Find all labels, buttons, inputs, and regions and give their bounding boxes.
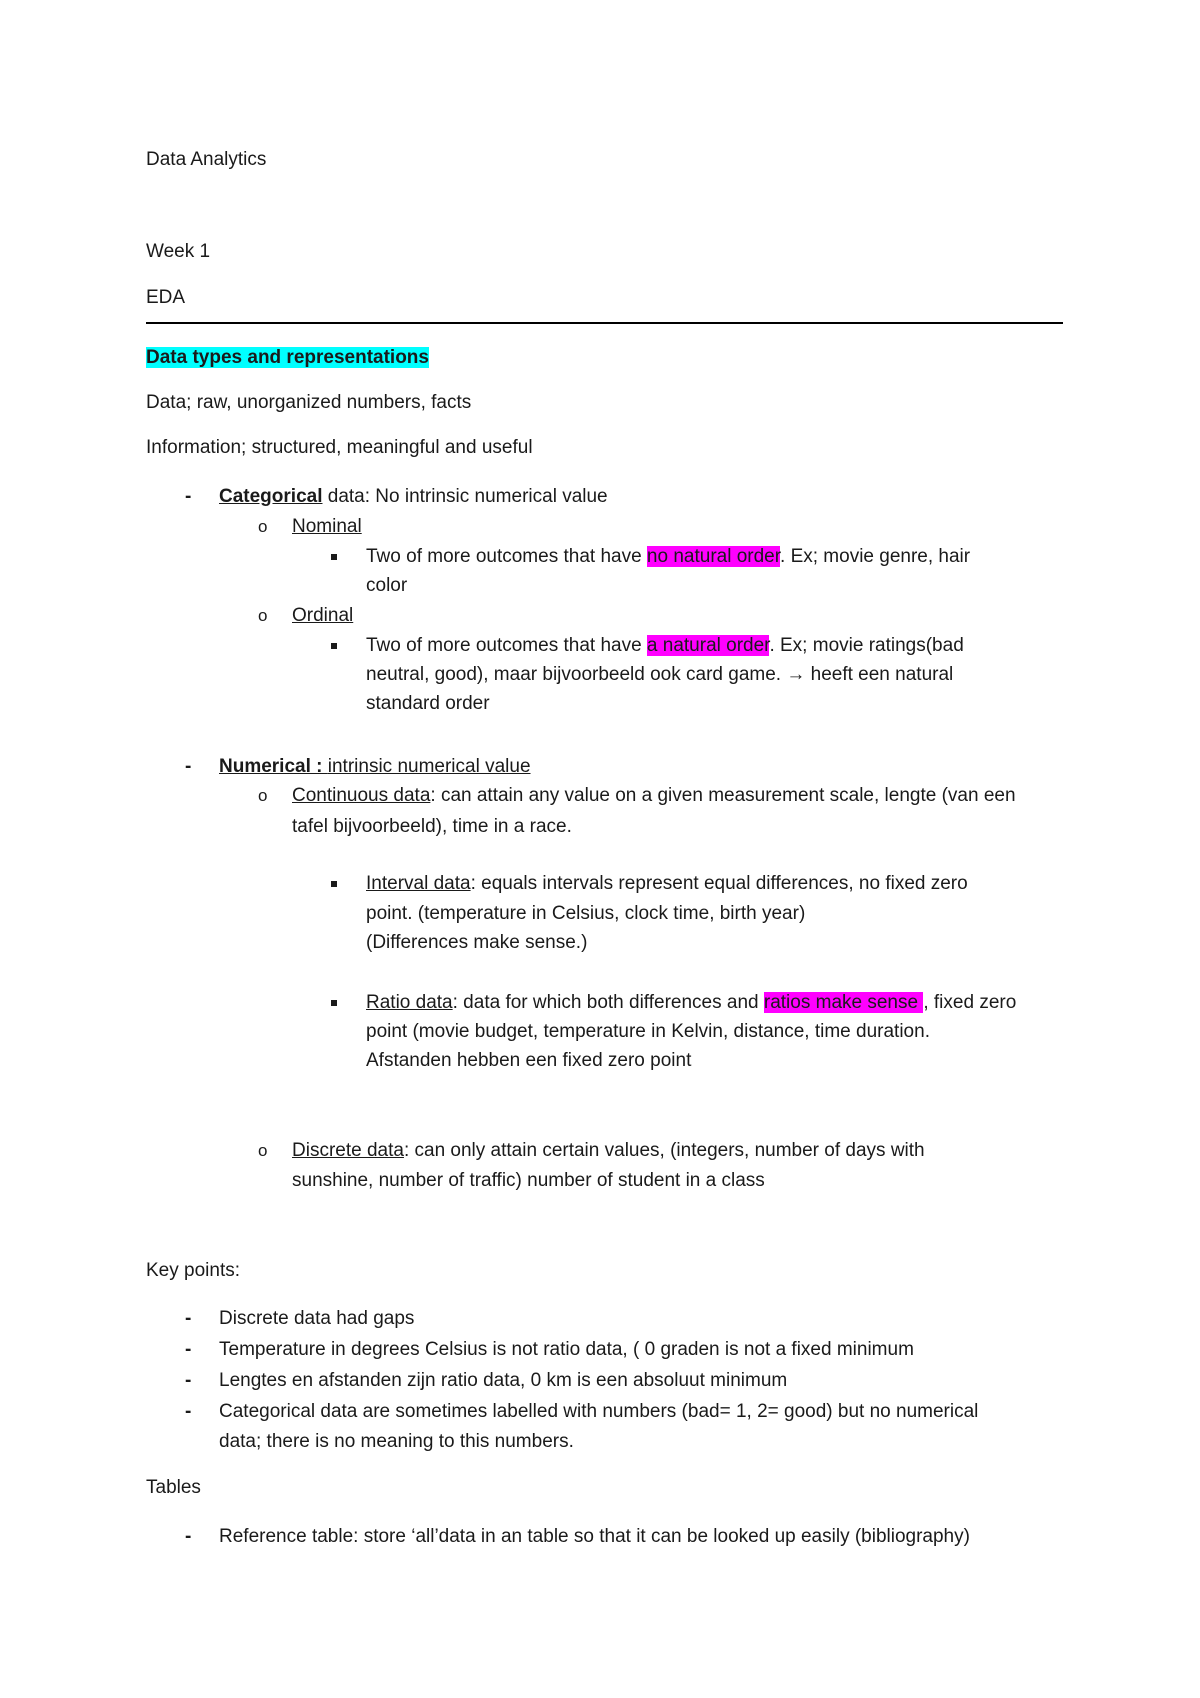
interval-text-a: : equals intervals represent equal differences, no fixed zero xyxy=(470,873,968,894)
circle-bullet: o xyxy=(258,606,268,625)
interval-label: Interval data xyxy=(366,873,471,894)
ordinal-label xyxy=(292,603,353,629)
dash-bullet: - xyxy=(185,1339,192,1360)
dash-bullet: - xyxy=(185,1370,192,1391)
key-points-heading: Key points: xyxy=(146,1260,240,1281)
nominal-desc-line1 xyxy=(366,544,970,570)
document-title: Data Analytics xyxy=(146,149,267,170)
continuous-label: Continuous data xyxy=(292,785,431,806)
continuous-line1 xyxy=(292,783,1016,809)
ratio-line2: point (movie budget, temperature in Kelvin, distance, time duration. xyxy=(366,1021,930,1042)
ordinal-highlight: a natural order xyxy=(646,635,770,656)
ordinal-text-c: neutral, good), maar bijvoorbeeld ook card game. xyxy=(366,664,787,685)
square-bullet xyxy=(331,643,337,649)
continuous-text-a: : can attain any value on a given measurement scale, lengte (van een xyxy=(430,785,1016,806)
ordinal-text-d: heeft een natural xyxy=(805,664,954,685)
nominal-label xyxy=(292,514,362,540)
nominal-text-a: Two of more outcomes that have xyxy=(366,546,647,567)
interval-line1 xyxy=(366,871,968,897)
key-point-item-continued: data; there is no meaning to this numbers. xyxy=(219,1431,574,1452)
ordinal-text-b: . Ex; movie ratings(bad xyxy=(769,635,964,656)
numerical-text: intrinsic numerical value xyxy=(327,756,531,777)
interval-line2: point. (temperature in Celsius, clock time, birth year) xyxy=(366,903,806,924)
categorical-text: data: No intrinsic numerical value xyxy=(322,486,608,507)
ratio-text-b: , fixed zero xyxy=(923,992,1017,1013)
nominal-text-b: . Ex; movie genre, hair xyxy=(780,546,971,567)
circle-bullet: o xyxy=(258,786,268,805)
nominal-desc-line2: color xyxy=(366,575,408,596)
continuous-line2: tafel bijvoorbeeld), time in a race. xyxy=(292,816,572,837)
ratio-text-a: : data for which both differences and xyxy=(452,992,764,1013)
horizontal-rule xyxy=(146,322,1063,324)
week-label: Week 1 xyxy=(146,241,211,262)
section-heading-text: Data types and representations xyxy=(146,347,429,368)
discrete-line1 xyxy=(292,1138,925,1164)
dash-bullet: - xyxy=(185,1308,192,1329)
topic-label: EDA xyxy=(146,287,186,308)
information-definition: Information; structured, meaningful and useful xyxy=(146,437,533,458)
key-point-item: Discrete data had gaps xyxy=(219,1308,415,1329)
dash-bullet: - xyxy=(185,1526,192,1547)
interval-line3: (Differences make sense.) xyxy=(366,932,588,953)
ordinal-label-text: Ordinal xyxy=(292,605,354,626)
circle-bullet: o xyxy=(258,1141,268,1160)
ratio-highlight: ratios make sense xyxy=(763,992,924,1013)
key-point-item: Lengtes en afstanden zijn ratio data, 0 km is een absoluut minimum xyxy=(219,1370,788,1391)
tables-item: Reference table: store ‘all’data in an table so that it can be looked up easily (bibliography) xyxy=(219,1526,970,1547)
discrete-label: Discrete data xyxy=(292,1140,404,1161)
data-definition: Data; raw, unorganized numbers, facts xyxy=(146,392,472,413)
nominal-highlight: no natural order xyxy=(646,546,781,567)
tables-heading: Tables xyxy=(146,1477,201,1498)
section-heading xyxy=(146,345,429,371)
numerical-item xyxy=(219,754,531,780)
dash-bullet: - xyxy=(185,756,192,777)
ratio-line3: Afstanden hebben een fixed zero point xyxy=(366,1050,692,1071)
discrete-text-a: : can only attain certain values, (integers, number of days with xyxy=(403,1140,925,1161)
discrete-line2: sunshine, number of traffic) number of student in a class xyxy=(292,1170,765,1191)
ratio-line1 xyxy=(366,990,1016,1016)
categorical-label: Categorical xyxy=(219,486,323,507)
key-point-item: Temperature in degrees Celsius is not ratio data, ( 0 graden is not a fixed minimum xyxy=(219,1339,914,1360)
ordinal-desc-line1 xyxy=(366,633,964,659)
ordinal-desc-line2 xyxy=(366,662,953,688)
right-arrow-icon: → xyxy=(786,664,806,685)
categorical-item xyxy=(219,484,608,510)
square-bullet xyxy=(331,1000,337,1006)
circle-bullet: o xyxy=(258,517,268,536)
ratio-label: Ratio data xyxy=(366,992,453,1013)
square-bullet xyxy=(331,554,337,560)
ordinal-text-a: Two of more outcomes that have xyxy=(366,635,647,656)
nominal-label-text: Nominal xyxy=(292,516,362,537)
dash-bullet: - xyxy=(185,486,192,507)
ordinal-desc-line3: standard order xyxy=(366,693,490,714)
numerical-label: Numerical : xyxy=(219,756,328,777)
dash-bullet: - xyxy=(185,1401,192,1422)
square-bullet xyxy=(331,881,337,887)
key-point-item: Categorical data are sometimes labelled with numbers (bad= 1, 2= good) but no numerical xyxy=(219,1401,979,1422)
